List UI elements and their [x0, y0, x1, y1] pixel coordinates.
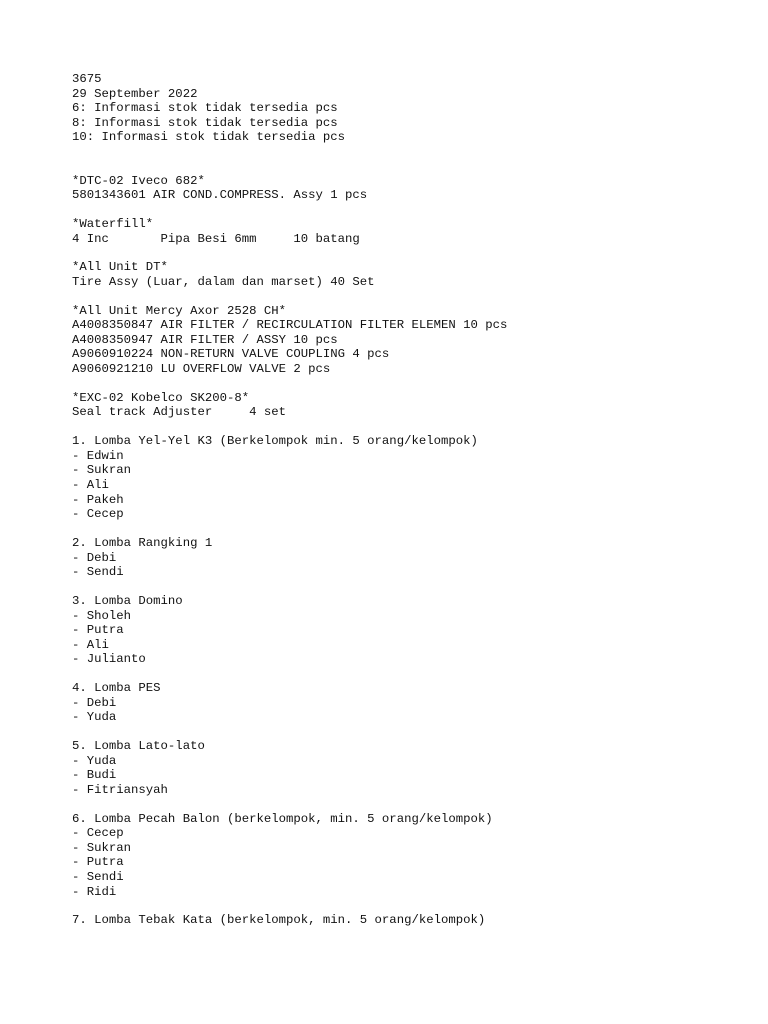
- participant-item: - Edwin: [72, 448, 124, 463]
- competition-block: [72, 739, 752, 797]
- unit-item: A9060921210 LU OVERFLOW VALVE 2 pcs: [72, 362, 331, 377]
- competition-block: [72, 812, 752, 900]
- participant-item: - Cecep: [72, 826, 124, 841]
- competition-title: 7. Lomba Tebak Kata (berkelompok, min. 5 orang/kelompok): [72, 913, 486, 928]
- competitions-section: [72, 434, 752, 928]
- units-section: [72, 174, 752, 435]
- spacer: [72, 667, 752, 681]
- unit-item: Tire Assy (Luar, dalam dan marset) 40 Set: [72, 274, 375, 289]
- stock-line: 8: Informasi stok tidak tersedia pcs: [72, 115, 338, 130]
- participant-item: - Sendi: [72, 565, 124, 580]
- participant-item: - Ridi: [72, 884, 117, 899]
- competition-block: [72, 434, 752, 522]
- spacer: [72, 290, 752, 304]
- participant-item: - Yuda: [72, 753, 117, 768]
- unit-title: *EXC-02 Kobelco SK200-8*: [72, 390, 250, 405]
- participant-item: - Debi: [72, 695, 117, 710]
- spacer: [72, 246, 752, 260]
- unit-block: [72, 304, 752, 377]
- competition-title: 3. Lomba Domino: [72, 593, 183, 608]
- spacer: [72, 899, 752, 913]
- unit-item: A4008350847 AIR FILTER / RECIRCULATION FILTER ELEMEN 10 pcs: [72, 318, 508, 333]
- unit-block: [72, 391, 752, 420]
- competition-title: 4. Lomba PES: [72, 681, 161, 696]
- participant-item: - Cecep: [72, 507, 124, 522]
- unit-block: [72, 260, 752, 289]
- unit-title: *Waterfill*: [72, 216, 154, 231]
- spacer: [72, 580, 752, 594]
- document-body: [72, 72, 752, 928]
- unit-item: 4 Inc Pipa Besi 6mm 10 batang: [72, 231, 360, 246]
- spacer: [72, 522, 752, 536]
- participant-item: - Fitriansyah: [72, 782, 168, 797]
- competition-block: [72, 594, 752, 667]
- spacer: [72, 725, 752, 739]
- header-section: [72, 72, 752, 145]
- spacer: [72, 420, 752, 434]
- participant-item: - Sukran: [72, 840, 132, 855]
- unit-title: *All Unit DT*: [72, 260, 168, 275]
- participant-item: - Pakeh: [72, 492, 124, 507]
- competition-title: 5. Lomba Lato-lato: [72, 739, 205, 754]
- competition-title: 6. Lomba Pecah Balon (berkelompok, min. 5 orang/kelompok): [72, 811, 493, 826]
- unit-block: [72, 174, 752, 203]
- stock-line: 10: Informasi stok tidak tersedia pcs: [72, 130, 346, 145]
- competition-block: [72, 913, 752, 928]
- unit-title: *DTC-02 Iveco 682*: [72, 173, 205, 188]
- document-number: 3675: [72, 72, 102, 86]
- participant-item: - Debi: [72, 550, 117, 565]
- spacer: [72, 203, 752, 217]
- spacer: [72, 377, 752, 391]
- participant-item: - Julianto: [72, 652, 146, 667]
- participant-item: - Ali: [72, 478, 109, 492]
- document-date: 29 September 2022: [72, 86, 198, 101]
- participant-item: - Ali: [72, 637, 109, 652]
- unit-block: [72, 217, 752, 246]
- competition-block: [72, 536, 752, 580]
- unit-item: Seal track Adjuster 4 set: [72, 405, 287, 420]
- participant-item: - Sendi: [72, 870, 124, 884]
- participant-item: - Sukran: [72, 463, 132, 478]
- participant-item: - Yuda: [72, 710, 117, 725]
- unit-item: A4008350947 AIR FILTER / ASSY 10 pcs: [72, 332, 338, 347]
- unit-title: *All Unit Mercy Axor 2528 CH*: [72, 303, 287, 318]
- unit-item: 5801343601 AIR COND.COMPRESS. Assy 1 pcs: [72, 188, 368, 203]
- participant-item: - Budi: [72, 768, 117, 783]
- competition-title: 1. Lomba Yel-Yel K3 (Berkelompok min. 5 orang/kelompok): [72, 434, 478, 449]
- participant-item: - Sholeh: [72, 608, 132, 623]
- spacer: [72, 797, 752, 811]
- participant-item: - Putra: [72, 855, 124, 870]
- spacer: [72, 145, 752, 174]
- competition-title: 2. Lomba Rangking 1: [72, 535, 213, 550]
- competition-block: [72, 681, 752, 725]
- stock-line: 6: Informasi stok tidak tersedia pcs: [72, 101, 338, 116]
- unit-item: A9060910224 NON-RETURN VALVE COUPLING 4 pcs: [72, 347, 390, 362]
- participant-item: - Putra: [72, 623, 124, 638]
